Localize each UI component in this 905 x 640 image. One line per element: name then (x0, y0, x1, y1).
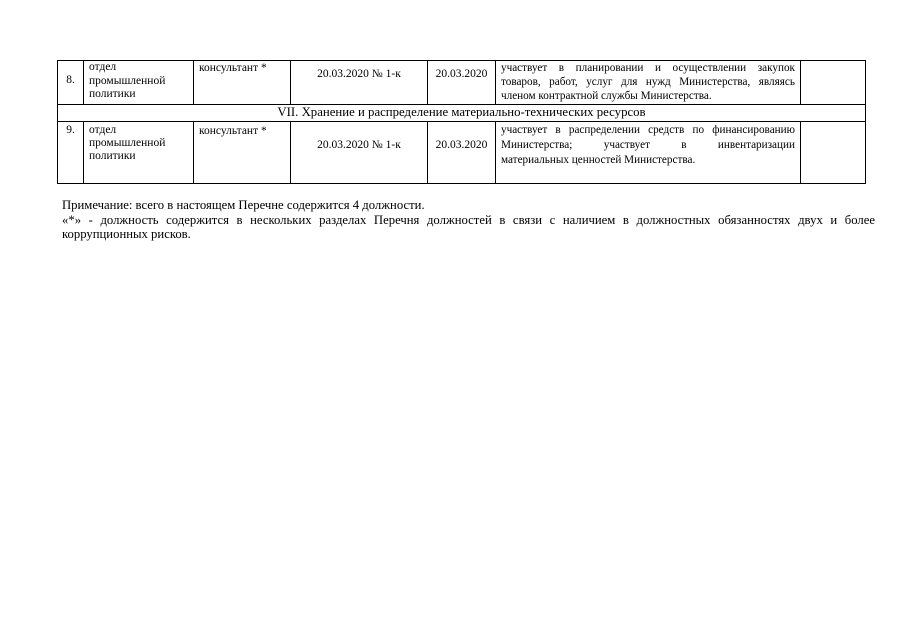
department-line: промышленной (89, 137, 166, 149)
department-cell (84, 61, 194, 105)
notes-block (62, 198, 875, 242)
row-number: 9. (66, 124, 75, 136)
position-title: консультант * (199, 125, 267, 137)
date-cell (428, 122, 496, 184)
section-heading-row (58, 105, 866, 122)
department-line: отдел (89, 124, 117, 136)
row-number: 8. (66, 74, 75, 86)
section-heading-cell (58, 105, 866, 122)
order-cell (291, 122, 428, 184)
department-cell (84, 122, 194, 184)
department-line: отдел (89, 61, 117, 73)
table-row (58, 122, 866, 184)
duties-cell (496, 122, 801, 184)
duty-line: участвует в распределении средств по финансированию (501, 124, 795, 136)
note-asterisk-line: «*» - должность содержится в нескольких разделах Перечня должностей в связи с наличием в должностных обязанностях двух и более (62, 212, 875, 227)
department-line: промышленной (89, 74, 166, 87)
position-cell (194, 61, 291, 105)
position-cell (194, 122, 291, 184)
date-cell (428, 61, 496, 105)
positions-table (57, 60, 866, 184)
duty-line: товаров, работ, услуг для нужд Министерства, являясь (501, 76, 795, 88)
note-summary: Примечание: всего в настоящем Перечне содержится 4 должности. (62, 198, 425, 212)
table-row (58, 61, 866, 105)
note-asterisk-line: коррупционных рисков. (62, 227, 191, 241)
empty-cell (801, 61, 866, 105)
duty-line: участвует в планировании и осуществлении закупок (501, 62, 795, 74)
date-value: 20.03.2020 (435, 68, 488, 80)
duty-line: Министерства; участвует в инвентаризации (501, 139, 795, 151)
row-number-cell (58, 122, 84, 184)
empty-cell (801, 122, 866, 184)
position-title: консультант * (199, 62, 267, 74)
row-number-cell (58, 61, 84, 105)
department-line: политики (89, 88, 136, 100)
duty-line: материальных ценностей Министерства. (501, 154, 696, 166)
department-line: политики (89, 150, 136, 162)
order-cell (291, 61, 428, 105)
order-reference: 20.03.2020 № 1-к (317, 68, 401, 80)
section-heading: VII. Хранение и распределение материально-технических ресурсов (277, 105, 646, 119)
duty-line: членом контрактной службы Министерства. (501, 90, 712, 102)
duties-cell (496, 61, 801, 105)
date-value: 20.03.2020 (435, 139, 488, 151)
order-reference: 20.03.2020 № 1-к (317, 139, 401, 151)
